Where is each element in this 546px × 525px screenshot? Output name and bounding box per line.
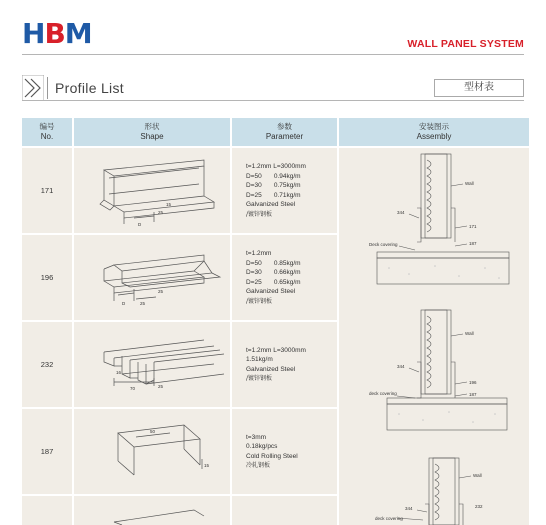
asm2-344-label: 344 [397,364,405,369]
param-line: t=1.2mm [246,250,272,257]
param-d: D=50 [246,172,262,180]
dim-70: 70 [130,386,136,391]
param-line [246,278,337,288]
section-rule [22,100,524,101]
param-line: t=1.2mm L=3000mm [246,163,306,170]
cell-param [232,235,337,320]
header-param-cn: 参数 [277,122,292,131]
dim-15: 15 [166,202,172,207]
table-row [22,496,337,525]
asm1-wall-label: Wall [465,181,474,186]
cell-no: 171 [22,148,72,233]
dim-15: 15 [204,463,210,468]
header-no-cn: 编号 [39,122,55,131]
param-weight: 0.94kg/m [273,172,301,180]
param-material-cn: /镀锌钢板 [246,210,273,218]
section-divider [47,77,48,99]
param-material: Galvanized Steel [246,365,296,373]
asm2-187-label: 187 [469,392,477,397]
cell-shape [74,409,230,494]
asm3-344-label: 344 [405,506,413,511]
header-assembly-en: Assembly [416,132,452,141]
dim-d: D [138,222,142,227]
asm2-196-label: 196 [469,380,477,385]
cell-shape [74,148,230,233]
param-weight: 0.65kg/m [273,278,301,286]
param-weight: 0.75kg/m [273,182,301,189]
logo-text [22,17,92,50]
dim-16: 16 [116,370,122,375]
header-assembly [339,118,529,146]
param-weight: 0.85kg/m [273,259,301,267]
table-row [22,322,337,407]
table-row [22,148,337,233]
param-weight: 1.51kg/m [246,356,273,363]
header-shape-cn: 形状 [144,122,160,131]
cell-param [232,148,337,233]
param-d: D=30 [246,182,262,189]
asm1-deck-label: Deck covering [369,242,398,247]
chevron-right-icon [22,75,44,101]
param-weight: 0.18kg/pcs [246,443,278,450]
param-line [246,259,337,269]
cell-shape [74,235,230,320]
param-material-cn: /镀锌钢板 [246,297,273,305]
param-d: D=50 [246,259,262,267]
dim-50: 50 [150,429,156,434]
cell-no: 232 [22,322,72,407]
hbm-logo [22,17,92,50]
dim-25: 25 [158,289,164,294]
cell-param [232,409,337,494]
header-shape [74,118,230,146]
profile-171-drawing [74,148,230,233]
asm1-171-label: 171 [469,224,477,229]
param-line: t=1.2mm L=3000mm [246,346,306,354]
profile-table [22,118,529,525]
logo-letter-b: B [44,17,65,50]
header-param-en: Parameter [265,132,304,141]
header-no-en: No. [40,132,54,141]
cell-shape [74,322,230,407]
dim-25: 25 [158,210,164,215]
dim-25: 25 [140,301,146,306]
section-header [22,75,524,101]
param-d: D=30 [246,269,262,276]
header-assembly-cn: 安装图示 [419,122,449,131]
header-shape-en: Shape [140,132,164,141]
param-d: D=25 [246,278,262,286]
table-row [22,235,337,320]
cell-param [232,322,337,407]
header-param [232,118,337,146]
param-line [246,172,337,182]
assembly-column [339,148,529,525]
profile-187-drawing [74,409,230,494]
param-material-cn: 冷轧钢板 [246,462,271,469]
param-line: t=3mm [246,433,267,441]
asm2-deck-label: deck covering [369,391,397,396]
asm3-232-label: 232 [475,504,483,509]
header-no [22,118,72,146]
param-line [246,191,337,201]
asm3-deck-label: deck covering [375,516,403,521]
asm2-wall-label: Wall [465,331,474,336]
profile-partial-drawing [74,496,230,525]
cell-shape [74,496,230,525]
param-line [246,268,337,278]
param-line [246,181,337,191]
section-title: Profile List [55,80,124,96]
section-title-cn: 型材表 [434,79,524,97]
param-d: D=25 [246,191,262,199]
cell-no [22,496,72,525]
table-header [22,118,529,146]
cell-param [232,496,337,525]
param-material: Cold Rolling Steel [246,452,298,460]
profile-232-drawing [74,322,230,407]
asm1-344-label: 344 [397,210,405,215]
assembly-drawing [339,148,529,525]
param-material-cn: /镀锌钢板 [246,375,273,382]
profile-196-drawing [74,235,230,320]
logo-letter-h: H [22,17,45,50]
cell-no: 196 [22,235,72,320]
param-weight: 0.66kg/m [273,269,301,276]
param-weight: 0.71kg/m [273,191,301,199]
header-divider [22,54,524,55]
dim-d: D [122,301,126,306]
logo-letter-m: M [64,17,92,50]
param-material: Galvanized Steel [246,201,296,208]
asm1-187-label: 187 [469,241,477,246]
table-row [22,409,337,494]
cell-no: 187 [22,409,72,494]
param-material: Galvanized Steel [246,288,296,295]
dim-25: 25 [158,384,164,389]
asm3-wall-label: Wall [473,473,482,478]
system-title: WALL PANEL SYSTEM [407,38,524,50]
